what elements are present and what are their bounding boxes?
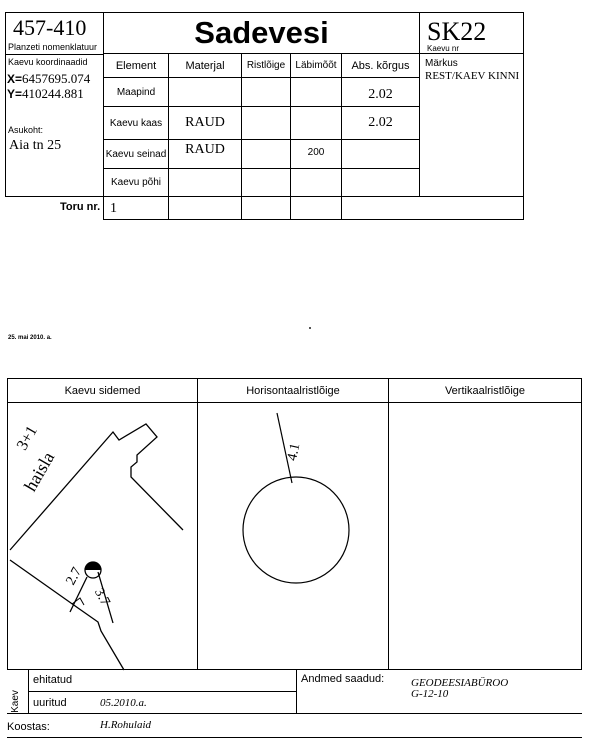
header-element: Element — [115, 59, 157, 72]
manhole-symbol — [85, 562, 101, 578]
header-connections: Kaevu sidemed — [64, 384, 141, 397]
data-from-value-2: G-12-10 — [411, 688, 449, 700]
data-from-value-1: GEODEESIABÜROO — [411, 677, 509, 689]
row-element: Maapind — [116, 86, 156, 98]
header-vertical-section: Vertikaalristlõige — [444, 384, 526, 397]
row-height: 2.02 — [368, 115, 393, 130]
pipe-value: 1 — [110, 201, 117, 216]
document-title: Sadevesi — [194, 15, 329, 50]
row-element: Kaevu põhi — [110, 177, 162, 188]
nomenclature-number: 457-410 — [13, 15, 87, 40]
row-material: RAUD — [185, 115, 225, 130]
handwritten-note-2: haisla — [20, 448, 59, 495]
row-diameter: 200 — [307, 146, 325, 158]
dimension-label-2: 3.7 — [91, 585, 113, 609]
header-abs-height: Abs. kõrgus — [351, 59, 410, 72]
well-number-label: Kaevu nr — [427, 44, 460, 53]
dimension-label-1: 2.7 — [63, 565, 86, 588]
header-horizontal-section: Horisontaalristlõige — [246, 384, 340, 397]
pipe-label: Toru nr. — [60, 201, 101, 213]
row-height: 2.02 — [368, 87, 393, 102]
built-label: ehitatud — [33, 674, 73, 686]
remarks-value: REST/KAEV KINNI — [425, 70, 520, 82]
well-circle — [243, 477, 349, 583]
kaev-label: Kaev — [9, 690, 21, 713]
header-diameter: Läbimõõt — [295, 60, 337, 71]
coord-y-label: Y= — [7, 87, 23, 101]
dimension-label-3: 4.1 — [285, 441, 304, 463]
row-element: Kaevu seinad — [105, 148, 167, 160]
handwritten-note-1: 3+1 — [13, 423, 41, 454]
date-note: 25. mai 2010. a. — [8, 335, 52, 341]
nomenclature-label: Planzeti nomenklatuur — [8, 42, 98, 52]
surveyed-value: 05.2010.a. — [100, 697, 147, 709]
location-value: Aia tn 25 — [9, 138, 62, 153]
well-number: SK22 — [427, 17, 487, 46]
coords-label: Kaevu koordinaadid — [8, 57, 88, 67]
row-material: RAUD — [185, 142, 225, 157]
remarks-label: Märkus — [425, 58, 458, 69]
header-material: Materjal — [185, 59, 225, 72]
row-element: Kaevu kaas — [109, 117, 163, 129]
compiled-value: H.Rohulaid — [100, 719, 152, 731]
data-from-label: Andmed saadud: — [301, 673, 385, 685]
surveyed-label: uuritud — [33, 697, 67, 709]
coord-x-label: X= — [7, 72, 23, 86]
header-section: Ristlõige — [246, 60, 286, 71]
location-label: Asukoht: — [8, 125, 44, 135]
coord-y-value: 410244.881 — [22, 86, 84, 101]
coord-x-value: 6457695.074 — [22, 71, 91, 86]
compiled-label: Koostas: — [7, 721, 50, 733]
